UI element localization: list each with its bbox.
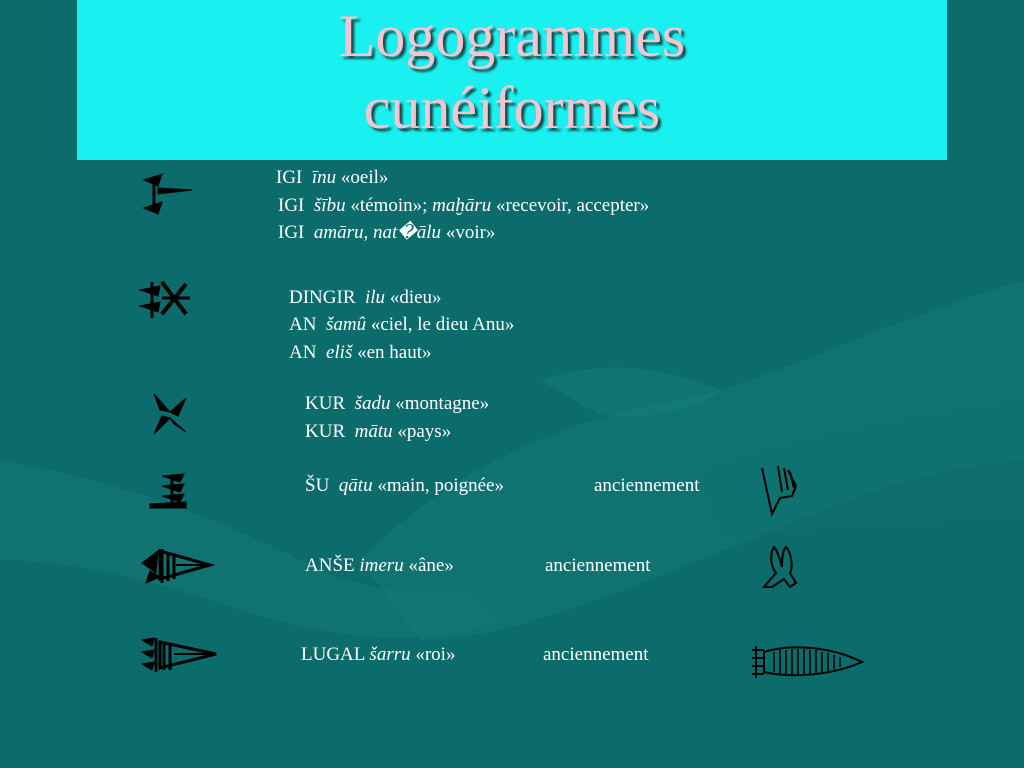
su-note: anciennement — [594, 475, 700, 496]
kur-line-1: KUR šadu «montagne» — [305, 393, 490, 414]
an-line-3: AN eliš «en haut» — [289, 342, 432, 363]
archaic-crowned-man-pictogram-icon — [750, 638, 865, 683]
cuneiform-igi-icon — [140, 170, 200, 215]
igi-line-3: IGI amāru, nat�ālu «voir» — [278, 222, 496, 243]
cuneiform-lugal-icon — [140, 634, 220, 676]
title-banner — [77, 0, 947, 160]
archaic-hand-pictogram-icon — [758, 462, 800, 518]
lugal-note: anciennement — [543, 644, 649, 665]
su-line: ŠU qātu «main, poignée» — [305, 475, 504, 496]
page-title — [77, 0, 947, 144]
title-line-1: Logogrammes — [338, 3, 686, 69]
cuneiform-dingir-icon — [138, 276, 193, 321]
anse-line: ANŠE imeru «âne» — [305, 555, 454, 576]
an-line-2: AN šamû «ciel, le dieu Anu» — [289, 314, 515, 335]
kur-line-2: KUR mātu «pays» — [305, 421, 452, 442]
archaic-donkey-head-pictogram-icon — [758, 543, 800, 593]
anse-note: anciennement — [545, 555, 651, 576]
cuneiform-kur-icon — [148, 390, 193, 440]
cuneiform-su-icon — [148, 472, 193, 512]
cuneiform-anse-icon — [140, 543, 215, 588]
igi-line-1: IGI īnu «oeil» — [276, 167, 389, 188]
lugal-line: LUGAL šarru «roi» — [301, 644, 456, 665]
title-line-2: cunéiformes — [363, 75, 661, 141]
dingir-line-1: DINGIR ilu «dieu» — [289, 287, 442, 308]
igi-line-2: IGI šību «témoin»; maḫāru «recevoir, accepter» — [278, 195, 650, 216]
